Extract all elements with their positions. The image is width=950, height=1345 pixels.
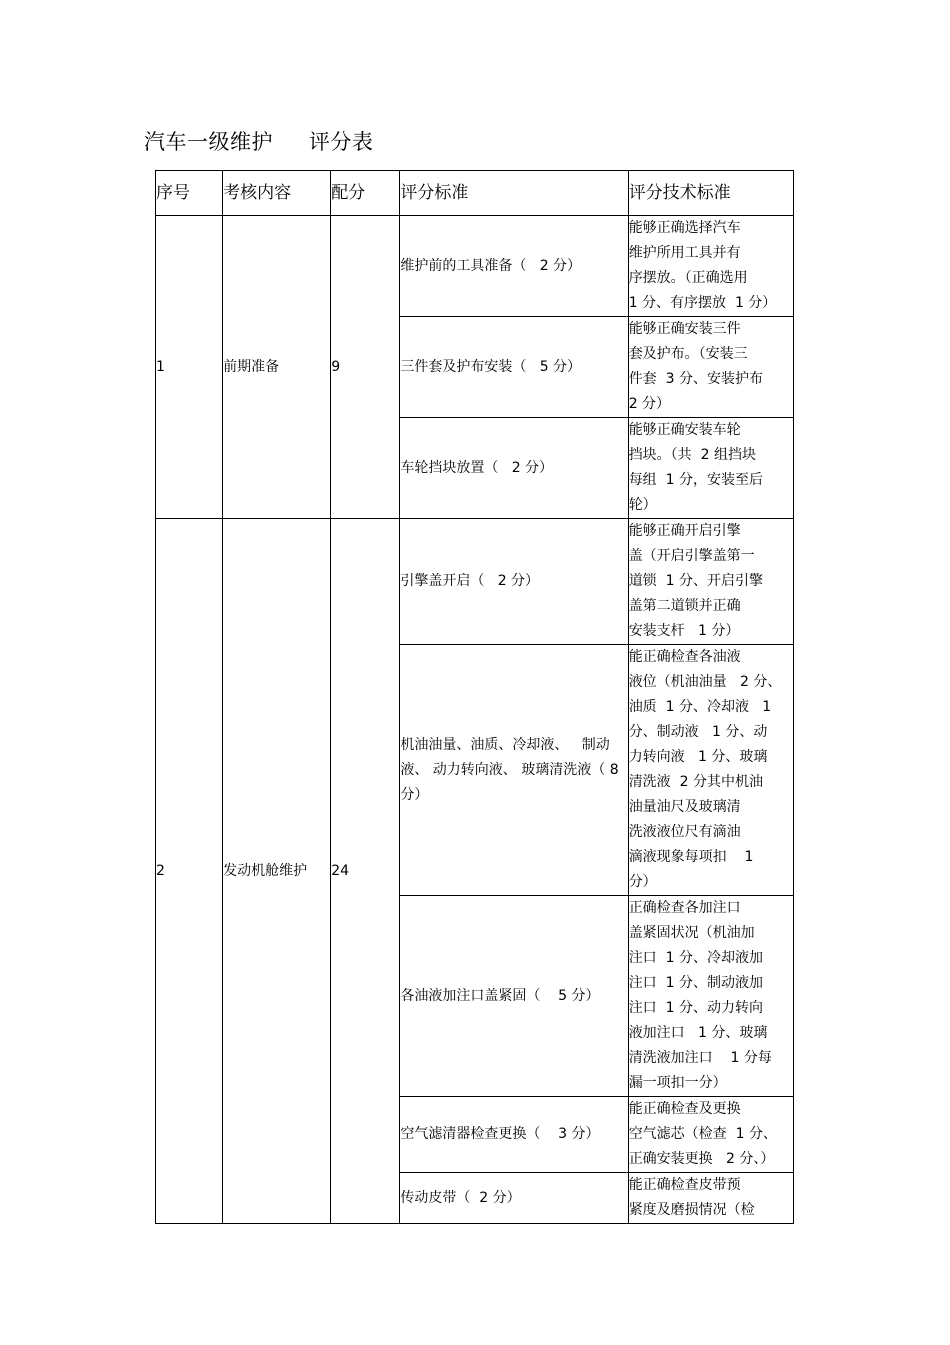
cell-no: 1 <box>156 216 223 519</box>
header-tech-standard: 评分技术标准 <box>628 171 793 216</box>
cell-criteria: 引擎盖开启（ 2 分） <box>400 519 628 645</box>
cell-tech-standard: 能够正确安装车轮 挡块。（共 2 组挡块 每组 1 分，安装至后 轮） <box>628 418 793 519</box>
cell-criteria: 三件套及护布安装（ 5 分） <box>400 317 628 418</box>
cell-no: 2 <box>156 519 223 1224</box>
cell-criteria: 传动皮带（ 2 分） <box>400 1173 628 1224</box>
cell-criteria: 车轮挡块放置（ 2 分） <box>400 418 628 519</box>
cell-criteria: 空气滤清器检查更换（ 3 分） <box>400 1097 628 1173</box>
cell-tech-standard: 能够正确安装三件 套及护布。（安装三 件套 3 分、安装护布 2 分） <box>628 317 793 418</box>
cell-criteria: 维护前的工具准备（ 2 分） <box>400 216 628 317</box>
table-row <box>156 216 794 317</box>
table-body <box>156 216 794 1224</box>
cell-criteria: 机油油量、油质、冷却液、 制动液、 动力转向液、 玻璃清洗液（ 8 分） <box>400 645 628 896</box>
header-criteria: 评分标准 <box>400 171 628 216</box>
cell-tech-standard: 正确检查各加注口 盖紧固状况（机油加 注口 1 分、冷却液加 注口 1 分、制动液加 注口 1 分、动力转向 液加注口 1 分、玻璃 清洗液加注口 1 分每 漏一项扣一分） <box>628 896 793 1097</box>
table-header-row <box>156 171 794 216</box>
header-item: 考核内容 <box>223 171 331 216</box>
document-title: 汽车一级维护 评分表 <box>144 130 374 154</box>
header-no: 序号 <box>156 171 223 216</box>
cell-tech-standard: 能正确检查各油液 液位（机油油量 2 分、 油质 1 分、冷却液 1 分、制动液 1 分、动 力转向液 1 分、玻璃 清洗液 2 分其中机油 油量油尺及玻璃清 洗液液位尺有滴油 滴液现象每项扣 1 分） <box>628 645 793 896</box>
cell-tech-standard: 能够正确选择汽车 维护所用工具并有 序摆放。（正确选用 1 分、有序摆放 1 分） <box>628 216 793 317</box>
cell-tech-standard: 能正确检查及更换 空气滤芯（检查 1 分、 正确安装更换 2 分、） <box>628 1097 793 1173</box>
cell-tech-standard: 能正确检查皮带预 紧度及磨损情况（检 <box>628 1173 793 1224</box>
cell-criteria: 各油液加注口盖紧固（ 5 分） <box>400 896 628 1097</box>
cell-item: 前期准备 <box>223 216 331 519</box>
table-row <box>156 519 794 645</box>
cell-item: 发动机舱维护 <box>223 519 331 1224</box>
cell-tech-standard: 能够正确开启引擎 盖（开启引擎盖第一 道锁 1 分、开启引擎 盖第二道锁并正确 安装支杆 1 分） <box>628 519 793 645</box>
cell-score: 24 <box>331 519 400 1224</box>
cell-score: 9 <box>331 216 400 519</box>
header-score: 配分 <box>331 171 400 216</box>
score-table <box>155 170 794 1224</box>
